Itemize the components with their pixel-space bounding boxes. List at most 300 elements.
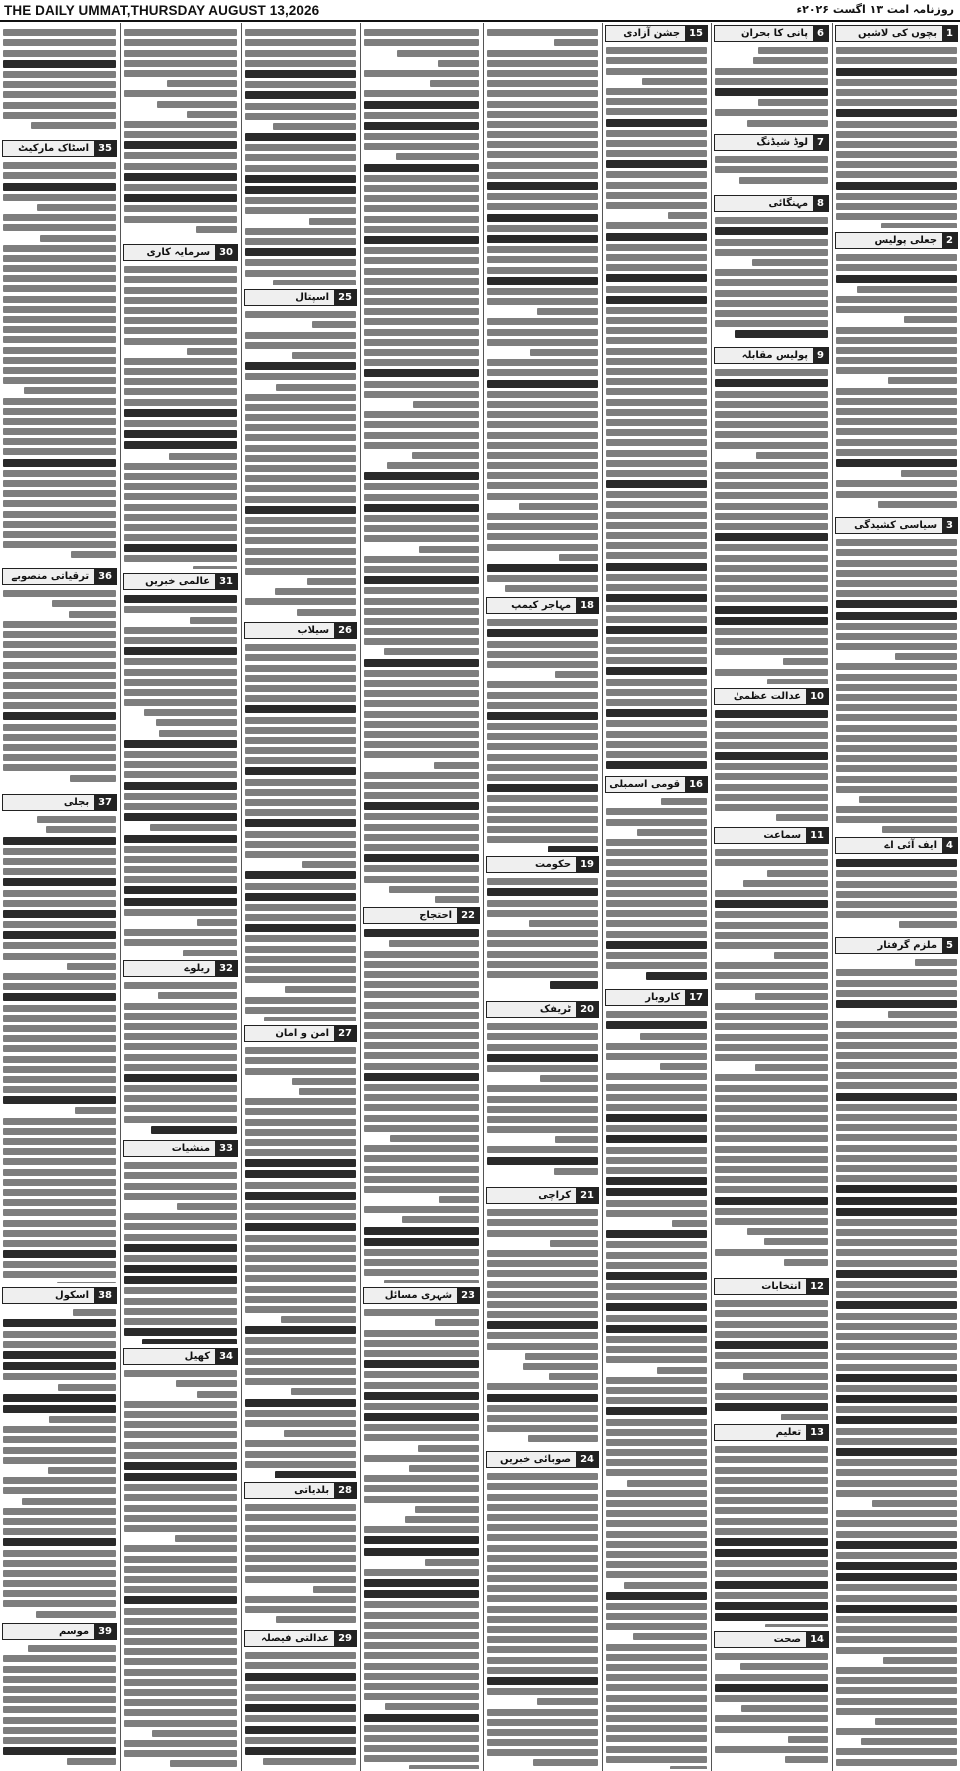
text-line: [24, 387, 116, 394]
text-line: [245, 1108, 356, 1115]
news-item: [121, 958, 240, 1138]
item-number: 12: [806, 1279, 828, 1294]
text-line: [3, 1240, 116, 1247]
text-line: [606, 657, 707, 664]
text-line: [364, 1063, 479, 1070]
item-heading: پانی کا بحران: [740, 28, 809, 39]
text-line: [124, 771, 237, 778]
text-line: [245, 893, 356, 901]
text-line: [190, 617, 237, 624]
text-line: [3, 1706, 116, 1713]
urdu-masthead: روزنامہ امت ۱۳ اگست ۲۰۲۶ء: [796, 3, 954, 16]
text-line: [364, 961, 479, 968]
text-line: [895, 653, 957, 660]
news-item: [242, 620, 359, 1023]
text-line: [124, 929, 237, 936]
text-line: [606, 1429, 707, 1436]
text-line: [419, 546, 479, 553]
item-number: 38: [94, 1288, 116, 1303]
text-line: [785, 1756, 828, 1763]
text-line: [774, 952, 828, 959]
text-line: [284, 1430, 356, 1437]
text-line: [124, 637, 237, 644]
text-line: [715, 962, 828, 969]
text-line: [487, 235, 598, 243]
text-line: [364, 1145, 479, 1152]
text-line: [364, 1073, 479, 1081]
text-line: [487, 575, 598, 582]
text-line: [3, 1426, 116, 1433]
body-text-lines: [124, 1159, 237, 1344]
text-line: [364, 618, 479, 625]
item-heading: اسکول: [55, 1290, 90, 1301]
text-line: [487, 225, 598, 232]
text-line: [487, 1033, 598, 1040]
news-item: [712, 1276, 831, 1422]
text-line: [836, 1605, 957, 1613]
text-line: [550, 1240, 598, 1247]
item-heading-box: [835, 517, 958, 534]
text-line: [836, 327, 957, 334]
text-line: [124, 338, 237, 345]
text-line: [3, 1528, 116, 1535]
text-line: [364, 772, 479, 779]
text-line: [245, 1245, 356, 1252]
text-line: [364, 1612, 479, 1619]
text-line: [836, 1647, 957, 1654]
text-line: [364, 1392, 479, 1400]
text-line: [245, 966, 356, 973]
text-line: [124, 163, 237, 170]
text-line: [715, 721, 828, 728]
text-line: [715, 1456, 828, 1463]
text-line: [657, 1367, 708, 1374]
text-line: [606, 1230, 707, 1238]
text-line: [836, 1595, 957, 1602]
text-line: [364, 432, 479, 439]
text-line: [836, 1239, 957, 1246]
text-line: [487, 1504, 598, 1511]
text-line: [3, 316, 116, 323]
column-5: [361, 23, 482, 1771]
text-line: [3, 162, 116, 169]
text-line: [715, 1487, 828, 1494]
text-line: [245, 1737, 356, 1744]
item-heading: سیلاب: [297, 625, 330, 636]
body-text-lines: [245, 641, 356, 1021]
text-line: [755, 993, 828, 1000]
text-line: [606, 1262, 707, 1269]
text-line: [487, 564, 598, 572]
text-line: [384, 1280, 479, 1283]
text-line: [836, 1032, 957, 1039]
text-line: [245, 248, 356, 256]
text-line: [836, 491, 957, 498]
text-line: [124, 1328, 237, 1336]
text-line: [3, 1179, 116, 1186]
text-line: [606, 1147, 707, 1154]
text-line: [715, 1592, 828, 1599]
text-line: [487, 1626, 598, 1633]
text-line: [364, 1104, 479, 1111]
text-line: [487, 1425, 598, 1432]
text-line: [606, 1520, 707, 1527]
text-line: [836, 1677, 957, 1684]
text-line: [606, 450, 707, 457]
text-line: [364, 1002, 479, 1009]
text-line: [245, 207, 356, 214]
text-line: [715, 1208, 828, 1215]
text-line: [159, 730, 237, 737]
text-line: [836, 1260, 957, 1267]
text-line: [364, 268, 479, 275]
text-line: [836, 1114, 957, 1121]
text-line: [364, 1693, 479, 1700]
text-line: [3, 890, 116, 897]
text-line: [124, 1162, 237, 1169]
text-line: [606, 1695, 707, 1702]
text-line: [487, 1595, 598, 1602]
text-line: [836, 1042, 957, 1049]
text-line: [245, 946, 356, 953]
text-line: [75, 1107, 116, 1114]
text-line: [487, 452, 598, 459]
text-line: [245, 1747, 356, 1755]
item-heading-box: [605, 989, 708, 1006]
item-heading: تعلیم: [775, 1427, 802, 1438]
text-line: [836, 969, 957, 976]
text-line: [505, 585, 598, 592]
text-line: [487, 1585, 598, 1592]
text-line: [364, 1340, 479, 1347]
text-line: [245, 779, 356, 786]
text-line: [715, 1549, 828, 1557]
item-number: 34: [215, 1349, 237, 1364]
text-line: [715, 942, 828, 949]
text-line: [245, 883, 356, 890]
news-item: [361, 1285, 482, 1771]
text-line: [836, 1021, 957, 1028]
text-line: [3, 953, 116, 960]
text-line: [715, 900, 828, 908]
text-line: [124, 856, 237, 863]
text-line: [606, 1674, 707, 1681]
text-line: [633, 1633, 707, 1640]
text-line: [435, 896, 479, 903]
text-line: [245, 1410, 356, 1417]
text-line: [124, 121, 237, 128]
text-line: [292, 1078, 356, 1085]
body-text-lines: [3, 26, 116, 136]
text-line: [487, 733, 598, 740]
item-heading: شہری مسائل: [384, 1290, 453, 1301]
text-line: [715, 1044, 828, 1051]
text-line: [170, 1760, 237, 1767]
news-item: [603, 774, 710, 987]
news-item: [0, 138, 119, 566]
item-heading: مہاجر کیمپ: [511, 600, 572, 611]
text-line: [415, 1506, 479, 1513]
text-line: [487, 1473, 598, 1480]
body-text-lines: [715, 44, 828, 130]
text-line: [245, 1368, 356, 1375]
text-line: [487, 836, 598, 843]
column-rule: [602, 23, 603, 1771]
text-line: [124, 1576, 237, 1583]
text-line: [836, 990, 957, 997]
item-number: 16: [685, 777, 707, 792]
text-line: [836, 1541, 957, 1549]
text-line: [364, 981, 479, 988]
text-line: [3, 81, 116, 88]
text-line: [3, 285, 116, 292]
text-line: [245, 270, 356, 277]
text-line: [3, 1538, 116, 1546]
text-line: [606, 1094, 707, 1101]
text-line: [836, 1438, 957, 1445]
text-line: [487, 493, 598, 500]
text-line: [245, 1182, 356, 1189]
text-line: [487, 754, 598, 761]
text-line: [364, 587, 479, 594]
text-line: [606, 1252, 707, 1259]
text-line: [245, 50, 356, 57]
text-line: [124, 1566, 237, 1573]
text-line: [3, 931, 116, 939]
text-line: [715, 78, 828, 85]
text-line: [124, 1003, 237, 1010]
text-line: [124, 1287, 237, 1294]
text-line: [3, 1373, 116, 1380]
text-line: [245, 81, 356, 88]
text-line: [364, 1269, 479, 1276]
text-line: [487, 380, 598, 388]
text-line: [606, 1623, 707, 1630]
text-line: [836, 1353, 957, 1360]
text-line: [882, 826, 957, 833]
text-line: [3, 102, 116, 109]
text-line: [606, 584, 707, 591]
text-line: [606, 512, 707, 519]
item-number: 30: [215, 245, 237, 260]
text-line: [487, 1646, 598, 1653]
text-line: [715, 1352, 828, 1359]
text-line: [245, 1420, 356, 1427]
text-line: [715, 431, 828, 438]
text-line: [364, 700, 479, 707]
text-line: [836, 1175, 957, 1182]
text-line: [245, 154, 356, 161]
text-line: [487, 1321, 598, 1329]
text-line: [715, 1746, 828, 1753]
text-line: [529, 920, 598, 927]
text-line: [836, 367, 957, 374]
text-line: [606, 1469, 707, 1476]
text-line: [193, 566, 237, 569]
item-heading: عدالتی فیصلہ: [261, 1633, 330, 1644]
body-text-lines: [606, 795, 707, 985]
text-line: [836, 1364, 957, 1371]
text-line: [715, 1125, 828, 1132]
text-line: [124, 194, 237, 202]
text-line: [3, 754, 116, 761]
text-line: [124, 1085, 237, 1092]
text-line: [364, 991, 479, 998]
text-line: [836, 1219, 957, 1226]
body-text-lines: [487, 26, 598, 593]
text-line: [606, 286, 707, 293]
item-heading: کھیل: [184, 1351, 211, 1362]
text-line: [245, 799, 356, 806]
text-line: [606, 1500, 707, 1507]
text-line: [124, 409, 237, 417]
text-line: [606, 1603, 707, 1610]
text-line: [606, 491, 707, 498]
text-line: [3, 418, 116, 425]
text-line: [487, 1555, 598, 1562]
text-line: [124, 1679, 237, 1686]
body-text-lines: [715, 214, 828, 343]
text-line: [606, 552, 707, 559]
text-line: [245, 527, 356, 534]
item-number: 28: [334, 1483, 356, 1498]
text-line: [3, 651, 116, 658]
text-line: [3, 1015, 116, 1022]
text-line: [364, 164, 479, 172]
text-line: [875, 1718, 957, 1725]
text-line: [245, 434, 356, 441]
text-line: [606, 130, 707, 137]
text-line: [765, 1624, 828, 1627]
text-line: [364, 1601, 479, 1608]
news-item: [121, 1138, 240, 1346]
text-line: [715, 369, 828, 376]
item-heading-box: [244, 289, 357, 306]
text-line: [715, 1166, 828, 1173]
text-line: [3, 1580, 116, 1587]
text-line: [715, 617, 828, 625]
text-line: [245, 1673, 356, 1681]
text-line: [606, 388, 707, 395]
text-line: [425, 1559, 479, 1566]
text-line: [364, 834, 479, 841]
text-line: [606, 870, 707, 877]
text-line: [487, 795, 598, 802]
text-line: [245, 598, 356, 605]
text-line: [836, 47, 957, 54]
text-line: [715, 1613, 828, 1621]
text-line: [715, 710, 828, 718]
text-line: [3, 1362, 116, 1370]
text-line: [715, 1538, 828, 1546]
text-line: [364, 29, 479, 36]
text-line: [715, 1446, 828, 1453]
text-line: [606, 317, 707, 324]
item-heading-box: [714, 347, 829, 364]
text-line: [606, 574, 707, 581]
text-line: [606, 1104, 707, 1111]
item-heading-box: [123, 1140, 238, 1157]
text-line: [245, 414, 356, 421]
text-line: [124, 1033, 237, 1040]
text-line: [606, 1684, 707, 1691]
text-line: [487, 1291, 598, 1298]
text-line: [548, 846, 598, 852]
text-line: [3, 541, 116, 548]
text-line: [276, 384, 356, 391]
text-line: [606, 731, 707, 738]
text-line: [836, 1687, 957, 1694]
text-line: [73, 1309, 116, 1316]
text-line: [836, 480, 957, 487]
text-line: [606, 637, 707, 644]
text-line: [263, 1758, 356, 1765]
text-line: [245, 1358, 356, 1365]
text-line: [124, 1223, 237, 1230]
text-line: [124, 1105, 237, 1112]
text-line: [275, 588, 356, 595]
text-line: [487, 70, 598, 77]
text-line: [487, 90, 598, 97]
text-line: [3, 1169, 116, 1176]
text-line: [3, 1436, 116, 1443]
text-line: [836, 347, 957, 354]
text-line: [124, 555, 237, 562]
text-line: [187, 111, 237, 118]
text-line: [364, 721, 479, 728]
text-line: [606, 931, 707, 938]
text-line: [281, 1316, 356, 1323]
text-line: [487, 1636, 598, 1643]
text-line: [606, 1135, 707, 1143]
item-heading-box: [244, 622, 357, 639]
text-line: [3, 1560, 116, 1567]
text-line: [245, 675, 356, 682]
text-line: [3, 1189, 116, 1196]
text-line: [715, 1715, 828, 1722]
text-line: [364, 70, 479, 77]
text-line: [364, 216, 479, 223]
text-line: [384, 648, 479, 655]
text-line: [715, 595, 828, 602]
item-heading: صحت: [773, 1634, 802, 1645]
text-line: [124, 1556, 237, 1563]
text-line: [245, 60, 356, 67]
text-line: [606, 222, 707, 229]
text-line: [124, 669, 237, 676]
text-line: [364, 236, 479, 244]
text-line: [519, 503, 598, 510]
item-number: 21: [576, 1188, 598, 1203]
text-line: [245, 465, 356, 472]
text-line: [606, 1531, 707, 1538]
text-line: [3, 734, 116, 741]
text-line: [836, 623, 957, 630]
text-line: [124, 1193, 237, 1200]
text-line: [364, 1186, 479, 1193]
text-line: [142, 1339, 237, 1344]
text-line: [606, 119, 707, 127]
text-line: [245, 904, 356, 911]
item-number: 29: [334, 1631, 356, 1646]
item-number: 17: [685, 990, 707, 1005]
news-item: [484, 999, 601, 1185]
text-line: [245, 548, 356, 555]
text-line: [245, 1652, 356, 1659]
text-line: [715, 1135, 828, 1142]
text-line: [124, 1318, 237, 1325]
text-line: [245, 1098, 356, 1105]
